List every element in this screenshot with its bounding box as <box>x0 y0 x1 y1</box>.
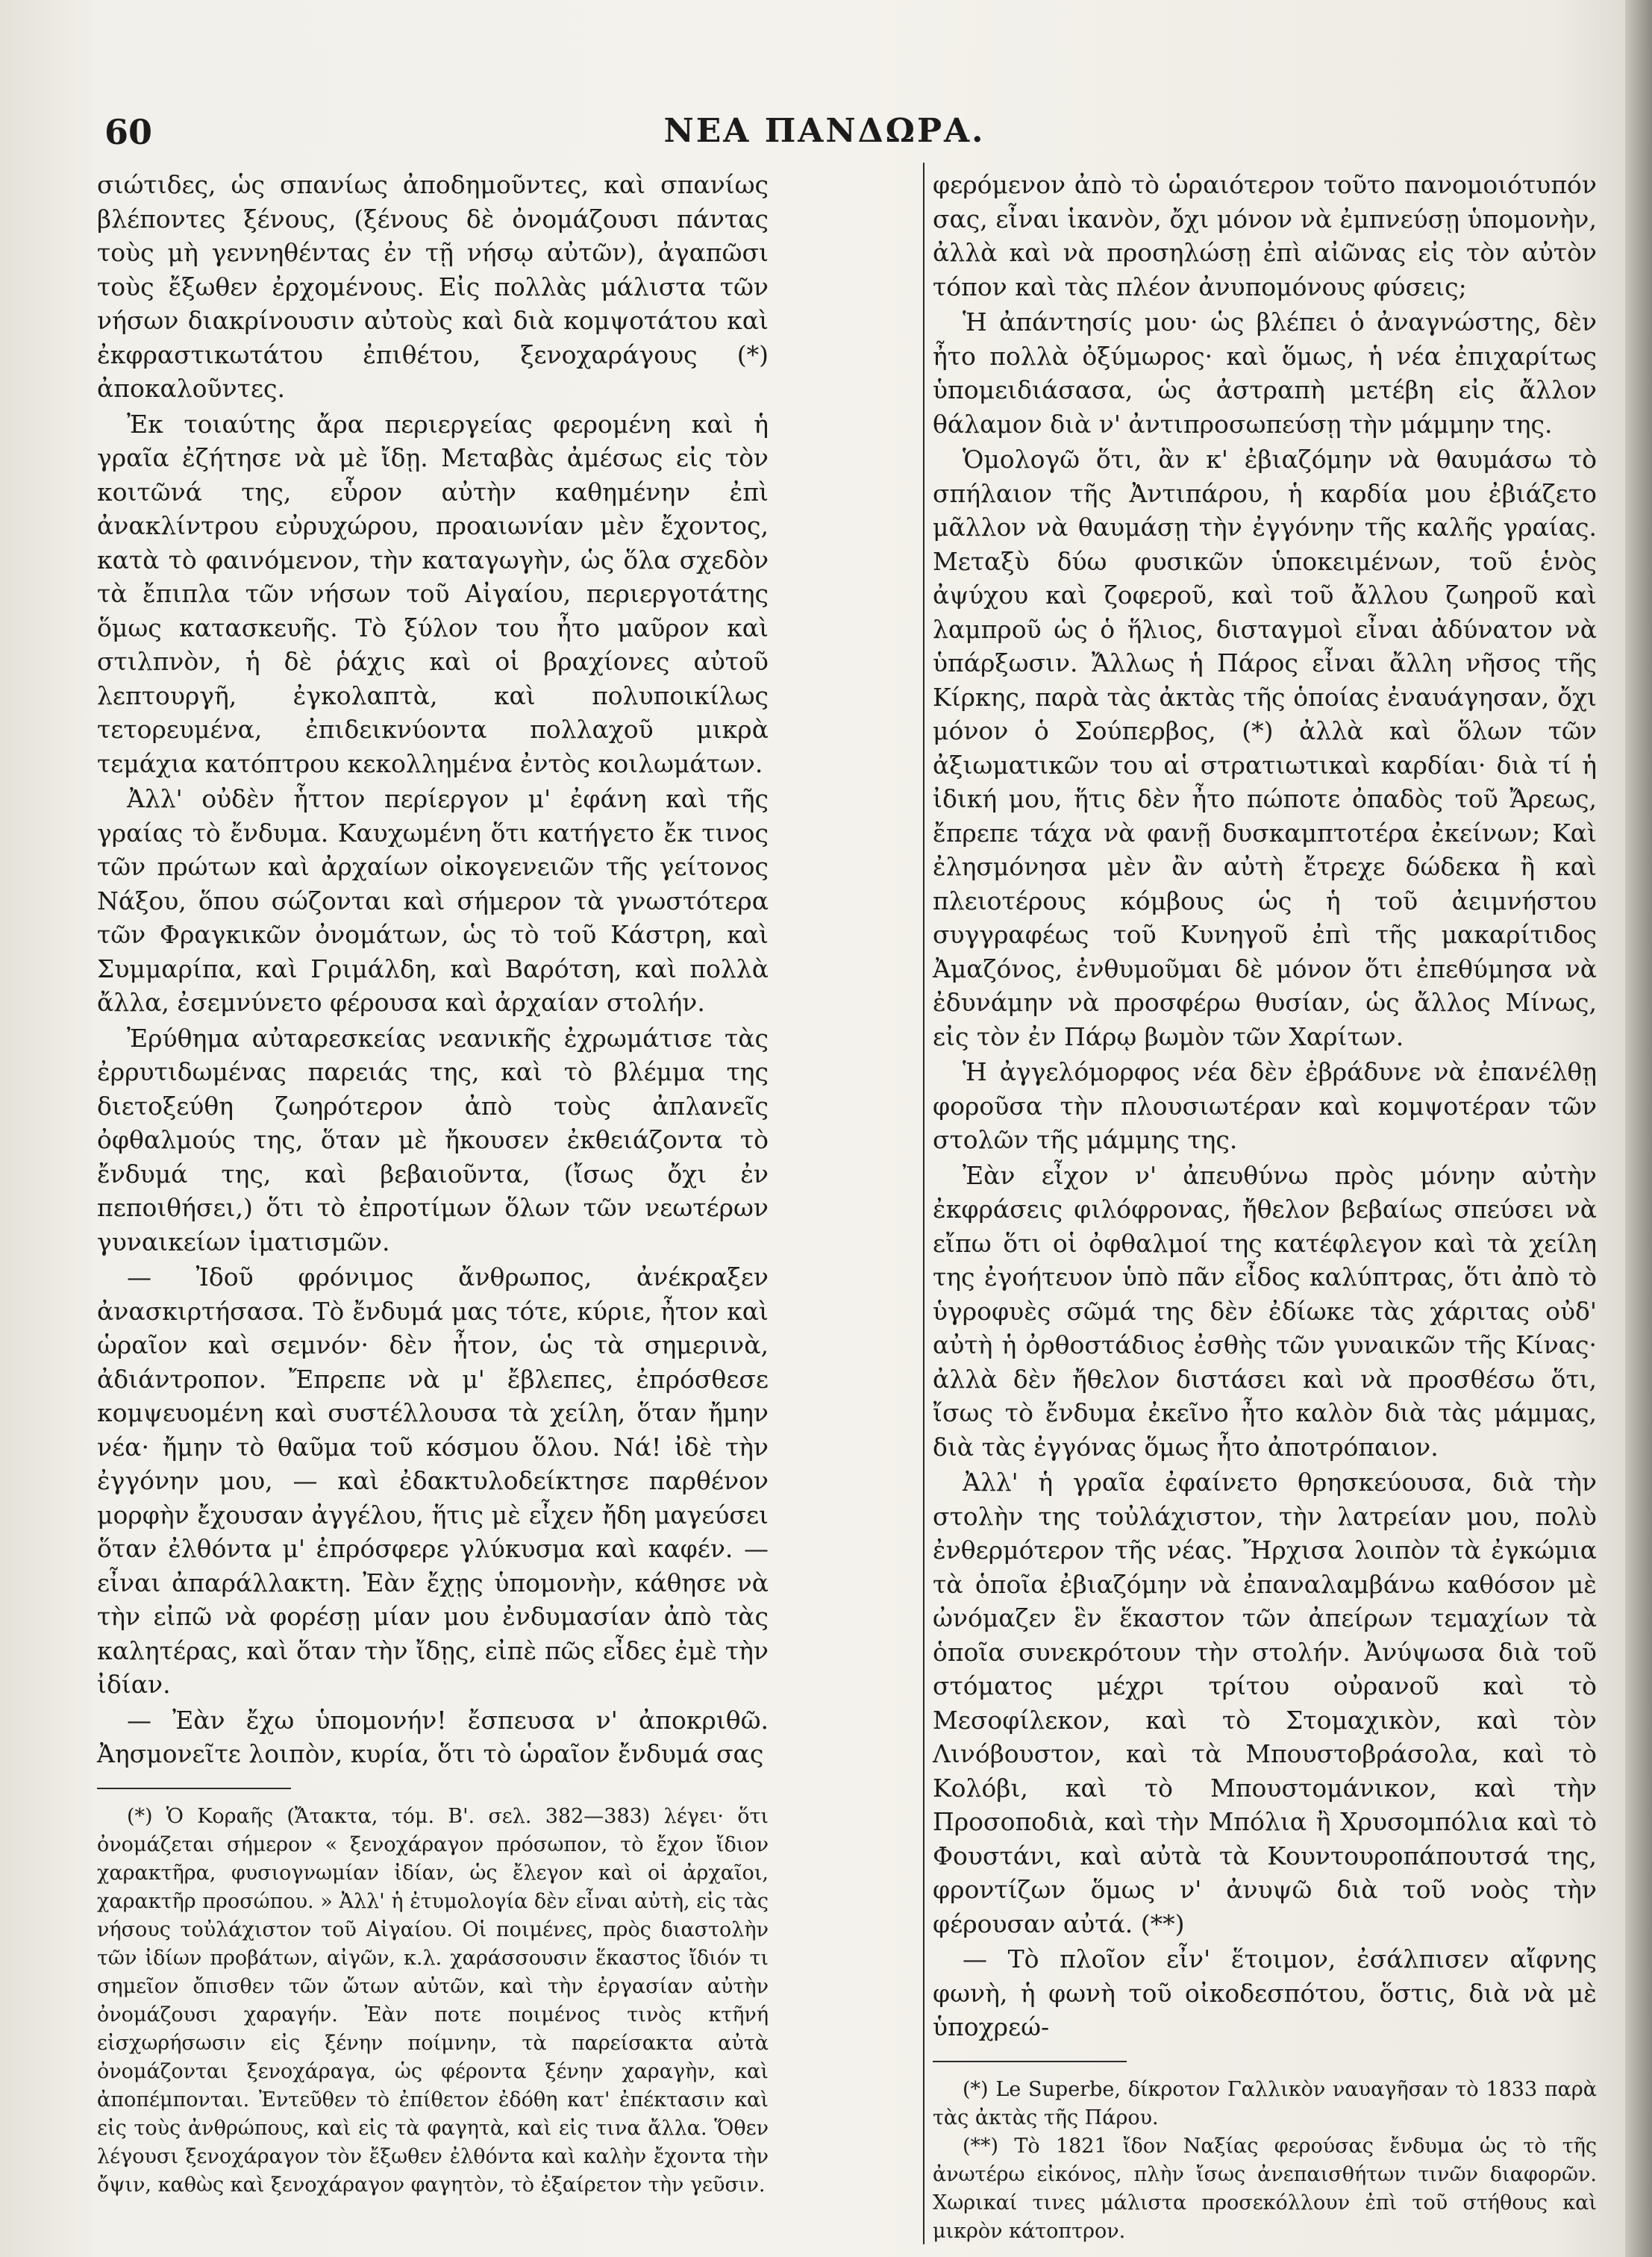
paragraph: — Ἰδοῦ φρόνιμος ἄνθρωπος, ἀνέκραξεν ἀνασκιρτήσασα. Τὸ ἔνδυμά μας τότε, κύριε, ἦτον καὶ ὡραῖον καὶ σεμνόν· δὲν ἦτον, ὡς τὰ σημερινὰ, ἀδιάντροπον. Ἔπρεπε νὰ μ' ἔβλεπες, ἐπρόσθεσε κομψευομένη καὶ συστέλλουσα τὰ χείλη, ὅταν ἤμην νέα· ἤμην τὸ θαῦμα τοῦ κόσμου ὅλου. Νά! ἰδὲ τὴν ἐγγόνην μου, — καὶ ἐδακτυλοδείκτησε παρθένον μορφὴν ἔχουσαν ἀγγέλου, ἥτις μὲ εἶχεν ἤδη μαγεύσει ὅταν ἐλθόντα μ' ἐπρόσφερε γλύκυσμα καὶ καφέν. — εἶναι ἀπαράλλακτη. Ἐὰν ἔχῃς ὑπομονὴν, κάθησε νὰ τὴν εἰπῶ νὰ φορέσῃ μίαν μου ἐνδυμασίαν ἀπὸ τὰς καλητέρας, καὶ ὅταν τὴν ἴδῃς, εἰπὲ πῶς εἶδες ἐμὲ τὴν ἰδίαν. <box>97 1262 769 1699</box>
page-header <box>104 112 1545 157</box>
paragraph: Ἐὰν εἶχον ν' ἀπευθύνω πρὸς μόνην αὐτὴν ἐκφράσεις φιλόφρονας, ἤθελον βεβαίως σπεύσει νὰ εἴπω ὅτι οἱ ὀφθαλμοί της κατέφλεγον καὶ τὰ χείλη της ἐγοήτευον ὑπὸ πᾶν εἶδος καλύπτρας, ὅτι ἀπὸ τὸ ὑγροφυὲς σῶμά της δὲν ἐδίωκε τὰς χάριτας οὐδ' αὐτὴ ἡ ὀρθοστάδιος ἐσθὴς τῶν γυναικῶν τῆς Κίνας· ἀλλὰ δὲν ἤθελον διστάσει καὶ νὰ προσθέσω ὅτι, ἴσως τὸ ἔνδυμα ἐκεῖνο ἦτο καλὸν διὰ τὰς μάμμας, διὰ τὰς ἐγγόνας ὅμως ἦτο ἀποτρόπαιον. <box>933 1160 1597 1462</box>
running-title: ΝΕΑ ΠΑΝΔΩΡΑ. <box>663 112 986 150</box>
paragraph: Ὁμολογῶ ὅτι, ἂν κ' ἐβιαζόμην νὰ θαυμάσω τὸ σπήλαιον τῆς Ἀντιπάρου, ἡ καρδία μου ἐβιάζετο μᾶλλον νὰ θαυμάσῃ τὴν ἐγγόνην τῆς καλῆς γραίας. Μεταξὺ δύω φυσικῶν ὑποκειμένων, τοῦ ἑνὸς ἀψύχου καὶ ζοφεροῦ, καὶ τοῦ ἄλλου ζωηροῦ καὶ λαμπροῦ ὡς ὁ ἥλιος, δισταγμοὶ εἶναι ἀδύνατον νὰ ὑπάρξωσιν. Ἄλλως ἡ Πάρος εἶναι ἄλλη νῆσος τῆς Κίρκης, παρὰ τὰς ἀκτὰς τῆς ὁποίας ἐναυάγησαν, ὄχι μόνον ὁ Σούπερβος, (*) ἀλλὰ καὶ ὅλων τῶν ἀξιωματικῶν του αἱ στρατιωτικαὶ καρδίαι· διὰ τί ἡ ἰδική μου, ἥτις δὲν ἦτο πώποτε ὀπαδὸς τοῦ Ἄρεως, ἔπρεπε τάχα νὰ φανῇ δυσκαμπτοτέρα ἐκείνων; Καὶ ἐλησμόνησα μὲν ἂν αὐτὴ ἔτρεχε δώδεκα ἢ καὶ πλειοτέρους κόμβους ὡς ἡ τοῦ ἀειμνήστου συγγραφέως τοῦ Κυνηγοῦ ἐπὶ τῆς μακαρίτιδος Ἀμαζόνος, ἐνθυμοῦμαι δὲ μόνον ὅτι ἐπεθύμησα νὰ ἐδυνάμην νὰ προσφέρω θυσίαν, ὡς ἄλλος Μίνως, εἰς τὸν ἐν Πάρῳ βωμὸν τῶν Χαρίτων. <box>933 445 1597 1051</box>
paragraph: Ἀλλ' οὐδὲν ἧττον περίεργον μ' ἐφάνη καὶ τῆς γραίας τὸ ἔνδυμα. Καυχωμένη ὅτι κατήγετο ἔκ τινος τῶν πρώτων καὶ ἀρχαίων οἰκογενειῶν τῆς γείτονος Νάξου, ὅπου σώζονται καὶ σήμερον τὰ γνωστότερα τῶν Φραγκικῶν ὀνομάτων, ὡς τὸ τοῦ Κάστρη, καὶ Συμμαρίπα, καὶ Γριμάλδη, καὶ Βαρότση, καὶ πολλὰ ἄλλα, ἐσεμνύνετο φέρουσα καὶ ἀρχαίαν στολήν. <box>97 784 769 1017</box>
paragraph: Ἐρύθημα αὐταρεσκείας νεανικῆς ἐχρωμάτισε τὰς ἐρρυτιδωμένας παρειάς της, καὶ τὸ βλέμμα της διετοξεύθη ζωηρότερον ἀπὸ τοὺς ἀπλανεῖς ὀφθαλμούς της, ὅταν μὲ ἤκουσεν ἐκθειάζοντα τὸ ἔνδυμά της, καὶ βεβαιοῦντα, (ἴσως ὄχι ἐν πεποιθήσει,) ὅτι τὸ ἐπροτίμων ὅλων τῶν νεωτέρων γυναικείων ἱματισμῶν. <box>97 1023 769 1256</box>
footnotes <box>933 2076 1597 2246</box>
paragraph: — Ἐὰν ἔχω ὑπομονήν! ἔσπευσα ν' ἀποκριθῶ. Ἀησμονεῖτε λοιπὸν, κυρία, ὅτι τὸ ὡραῖον ἔνδυμά σας <box>97 1705 769 1768</box>
page-number: 60 <box>104 112 153 152</box>
footnote-rule <box>97 1788 291 1789</box>
paragraph: Ἡ ἀπάντησίς μου· ὡς βλέπει ὁ ἀναγνώστης, δὲν ἦτο πολλὰ ὀξύμωρος· καὶ ὅμως, ἡ νέα ἐπιχαρίτως ὑπομειδιάσασα, ὡς ἀστραπὴ μετέβη εἰς ἄλλον θάλαμον διὰ ν' ἀντιπροσωπεύσῃ τὴν μάμμην της. <box>933 307 1597 439</box>
footnote: (**) Τὸ 1821 ἴδον Ναξίας φερούσας ἔνδυμα ὡς τὸ τῆς ἀνωτέρω εἰκόνος, πλὴν ἴσως ἀνεπαισθήτων τινῶν διαφορῶν. Χωρικαί τινες μάλιστα προσεκόλλουν ἐπὶ τοῦ στήθους καὶ μικρὸν κάτοπτρον. <box>933 2134 1597 2243</box>
page-edge-shadow <box>1625 0 1652 2257</box>
left-column <box>97 168 769 2200</box>
footnote: (*) Ὁ Κοραῆς (Ἄτακτα, τόμ. Β'. σελ. 382—383) λέγει· ὅτι ὀνομάζεται σήμερον « ξενοχάραγον πρόσωπον, τὸ ἔχον ἴδιον χαρακτῆρα, φυσιογνωμίαν ἰδίαν, ὡς ἔλεγον καὶ οἱ ἀρχαῖοι, χαρακτῆρ προσώπου. » Ἀλλ' ἡ ἐτυμολογία δὲν εἶναι αὐτὴ, εἰς τὰς νήσους τοὐλάχιστον τοῦ Αἰγαίου. Οἱ ποιμένες, πρὸς διαστολὴν τῶν ἰδίων προβάτων, αἰγῶν, κ.λ. χαράσσουσιν ἕκαστος ἴδιόν τι σημεῖον ὄπισθεν τῶν ὤτων αὐτῶν, καὶ τὴν ἐργασίαν αὐτὴν ὀνομάζουσι χαραγήν. Ἐὰν ποτε ποιμένος τινὸς κτῆνή εἰσχωρήσωσιν εἰς ξένην ποίμνην, τὰ παρείσακτα αὐτὰ ὀνομάζονται ξενοχάραγα, ὡς φέροντα ξένην χαραγὴν, καὶ ἀποπέμπονται. Ἐντεῦθεν τὸ ἐπίθετον ἐδόθη κατ' ἐπέκτασιν καὶ εἰς τοὺς ἀνθρώπους, καὶ εἰς τὰ φαγητὰ, καὶ εἰς τινα ἄλλα. Ὅθεν λέγουσι ξενοχάραγον τὸν ἔξωθεν ἐλθόντα καὶ καλὴν ἔχοντα τὴν ὄψιν, καθὼς καὶ ξενοχάραγον φαγητὸν, τὸ ἐξαίρετον τὴν γεῦσιν. <box>97 1804 769 2197</box>
paragraph: φερόμενον ἀπὸ τὸ ὡραιότερον τοῦτο πανομοιότυπόν σας, εἶναι ἱκανὸν, ὄχι μόνον νὰ ἐμπνεύσῃ ὑπομονὴν, ἀλλὰ καὶ νὰ προσηλώσῃ ἐπὶ αἰῶνας εἰς τὸν αὐτὸν τόπον καὶ τὰς πλέον ἀνυπομόνους φύσεις; <box>933 170 1597 301</box>
paragraph: Ἀλλ' ἡ γραῖα ἐφαίνετο θρησκεύουσα, διὰ τὴν στολὴν της τοὐλάχιστον, τὴν λατρείαν μου, πολὺ ἐνθερμότερον τῆς νέας. Ἤρχισα λοιπὸν τὰ ἐγκώμια τὰ ὁποῖα ἐβιαζόμην νὰ ἐπαναλαμβάνω καθόσον μὲ ὠνόμαζεν ἓν ἕκαστον τῶν ἀπείρων τεμαχίων τὰ ὁποῖα συνεκρότουν τὴν στολήν. Ἀνύψωσα διὰ τοῦ στόματος μέχρι τρίτου οὐρανοῦ καὶ τὸ Μεσοφίλεκον, καὶ τὸ Στομαχικὸν, καὶ τὸν Λινόβουστον, καὶ τὰ Μπουστοβράσολα, καὶ τὸ Κολόβι, καὶ τὸ Μπουστομάνικον, καὶ τὴν Προσοποδιὰ, καὶ τὴν Μπόλια ἢ Χρυσομπόλια καὶ τὸ Φουστάνι, καὶ αὐτὰ τὰ Κουντουροπάπουτσά της, φροντίζων ὅμως ν' ἀνυψῶ διὰ τοῦ νοὸς τὴν φέρουσαν αὐτά. (**) <box>933 1468 1597 1938</box>
paragraph: Ἡ ἀγγελόμορφος νέα δὲν ἐβράδυνε νὰ ἐπανέλθῃ φοροῦσα τὴν πλουσιωτέραν καὶ κομψοτέραν τῶν στολῶν τῆς μάμμης της. <box>933 1057 1597 1154</box>
paragraph: — Τὸ πλοῖον εἶν' ἕτοιμον, ἐσάλπισεν αἴφνης φωνὴ, ἡ φωνὴ τοῦ οἰκοδεσπότου, ὅστις, διὰ νὰ μὲ ὑποχρεώ- <box>933 1944 1597 2041</box>
paragraph: σιώτιδες, ὡς σπανίως ἀποδημοῦντες, καὶ σπανίως βλέποντες ξένους, (ξένους δὲ ὀνομάζουσι πάντας τοὺς μὴ γεννηθέντας ἐν τῇ νήσῳ αὐτῶν), ἀγαπῶσι τοὺς ἔξωθεν ἐρχομένους. Εἰς πολλὰς μάλιστα τῶν νήσων διακρίνουσιν αὐτοὺς καὶ διὰ κομψοτάτου καὶ ἐκφραστικωτάτου ἐπιθέτου, ξενοχαράγους (*) ἀποκαλοῦντες. <box>97 170 769 403</box>
footnotes <box>97 1803 769 2200</box>
paragraph: Ἐκ τοιαύτης ἄρα περιεργείας φερομένη καὶ ἡ γραῖα ἐζήτησε νὰ μὲ ἴδῃ. Μεταβὰς ἀμέσως εἰς τὸν κοιτῶνά της, εὗρον αὐτὴν καθημένην ἐπὶ ἀνακλίντρου εὐρυχώρου, προαιωνίαν μὲν ἔχοντος, κατὰ τὸ φαινόμενον, τὴν καταγωγὴν, ὡς ὅλα σχεδὸν τὰ ἔπιπλα τῶν νήσων τοῦ Αἰγαίου, περιεργοτάτης ὅμως κατασκευῆς. Τὸ ξύλον του ἦτο μαῦρον καὶ στιλπνὸν, ἡ δὲ ῥάχις καὶ οἱ βραχίονες αὐτοῦ λεπτουργῆ, ἐγκολαπτὰ, καὶ πολυποικίλως τετορευμένα, ἐπιδεικνύοντα πολλαχοῦ μικρὰ τεμάχια κατόπτρου κεκολλημένα ἐντὸς κοιλωμάτων. <box>97 409 769 778</box>
footnote-rule <box>933 2061 1127 2062</box>
right-column <box>933 168 1597 2246</box>
footnote: (*) Le Superbe, δίκροτον Γαλλικὸν ναυαγῆσαν τὸ 1833 παρὰ τὰς ἀκτὰς τῆς Πάρου. <box>933 2077 1597 2129</box>
column-divider <box>923 163 924 2244</box>
